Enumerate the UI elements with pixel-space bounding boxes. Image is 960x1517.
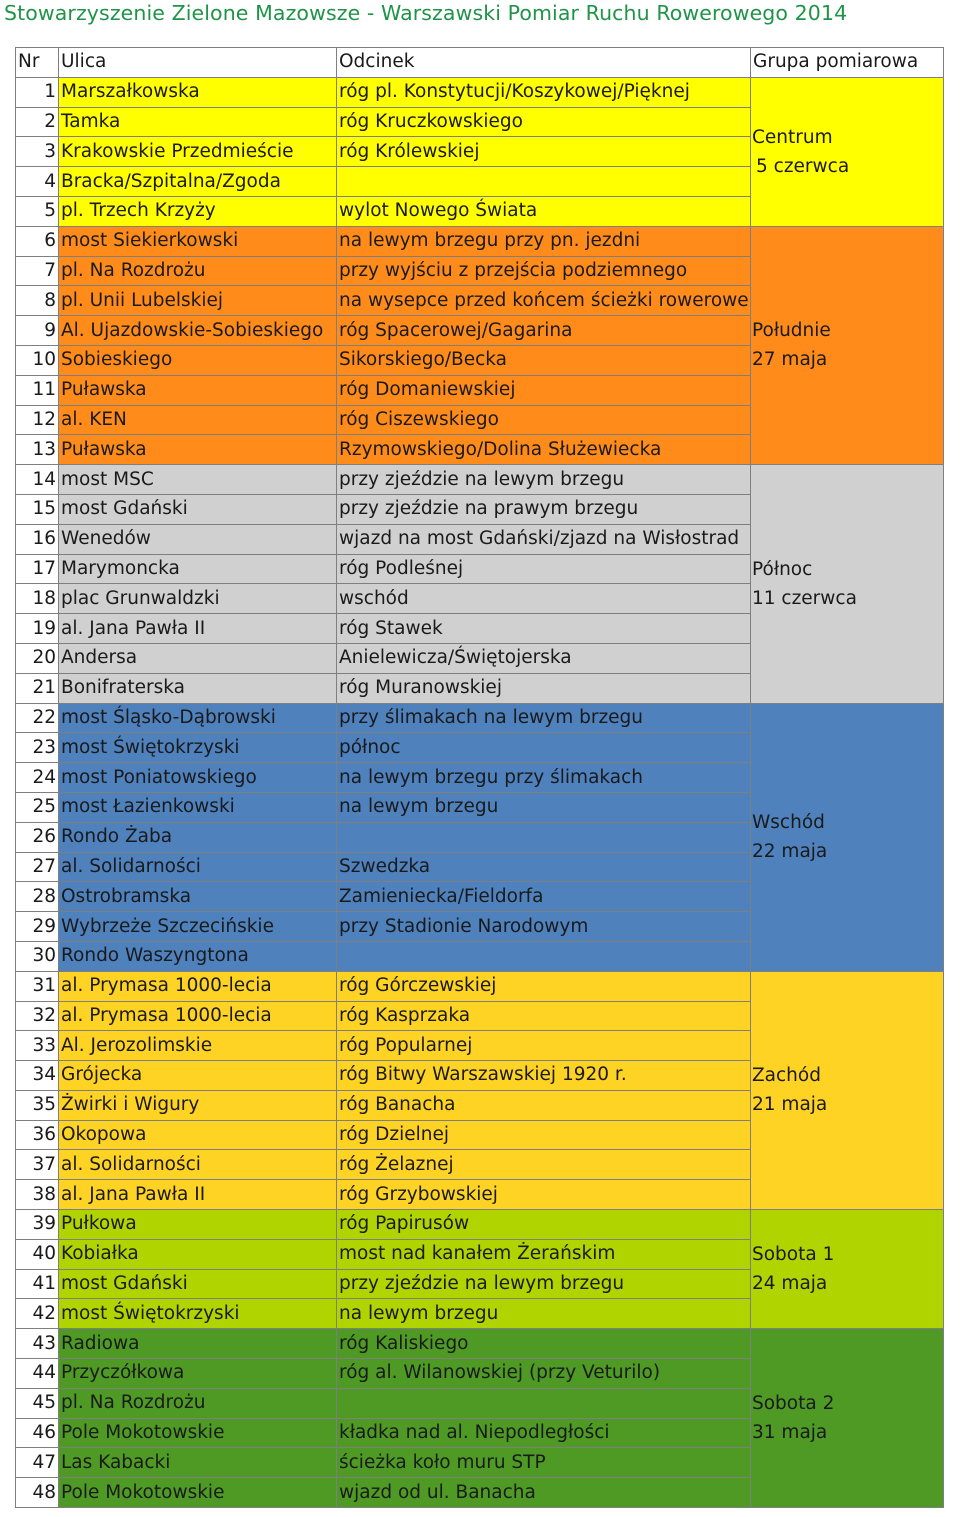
section-cell: róg pl. Konstytucji/Koszykowej/Pięknej [337,77,751,107]
street-cell: Marymoncka [59,554,337,584]
section-cell [337,1388,751,1418]
street-cell: Pole Mokotowskie [59,1418,337,1448]
section-cell: przy ślimakach na lewym brzegu [337,703,751,733]
row-number: 17 [16,554,59,584]
section-cell: Anielewicza/Świętojerska [337,643,751,673]
street-cell: Sobieskiego [59,345,337,375]
section-cell: na lewym brzegu przy ślimakach [337,763,751,793]
section-cell: Sikorskiego/Becka [337,345,751,375]
row-number: 29 [16,912,59,942]
street-cell: Wenedów [59,524,337,554]
section-cell: Zamieniecka/Fieldorfa [337,882,751,912]
section-cell: róg Kaliskiego [337,1329,751,1359]
street-cell: pl. Na Rozdrożu [59,1388,337,1418]
header-odcinek: Odcinek [337,48,751,78]
group-label: Sobota 1 [752,1244,835,1266]
table-row [16,703,944,733]
section-cell: na lewym brzegu [337,1299,751,1329]
street-cell: Okopowa [59,1120,337,1150]
header-nr: Nr [16,48,59,78]
section-cell: róg al. Wilanowskiej (przy Veturilo) [337,1359,751,1389]
section-cell: na lewym brzegu [337,792,751,822]
section-cell: na lewym brzegu przy pn. jezdni [337,226,751,256]
section-cell: róg Popularnej [337,1031,751,1061]
row-number: 34 [16,1061,59,1091]
row-number: 8 [16,286,59,316]
section-cell: most nad kanałem Żerańskim [337,1239,751,1269]
row-number: 19 [16,614,59,644]
street-cell: pl. Na Rozdrożu [59,256,337,286]
street-cell: al. Solidarności [59,1150,337,1180]
table-row [16,1329,944,1359]
street-cell: Krakowskie Przedmieście [59,137,337,167]
street-cell: Wybrzeże Szczecińskie [59,912,337,942]
group-date: 5 czerwca [756,155,850,177]
section-cell: przy zjeździe na lewym brzegu [337,1269,751,1299]
row-number: 44 [16,1359,59,1389]
street-cell: most Świętokrzyski [59,733,337,763]
section-cell: przy zjeździe na lewym brzegu [337,465,751,495]
section-cell: róg Żelaznej [337,1150,751,1180]
row-number: 21 [16,673,59,703]
row-number: 6 [16,226,59,256]
street-cell: most Łazienkowski [59,792,337,822]
row-number: 14 [16,465,59,495]
row-number: 4 [16,167,59,197]
row-number: 31 [16,971,59,1001]
row-number: 43 [16,1329,59,1359]
section-cell: róg Królewskiej [337,137,751,167]
header-grupa: Grupa pomiarowa [751,48,944,78]
street-cell: Marszałkowska [59,77,337,107]
street-cell: Pułkowa [59,1210,337,1240]
section-cell: róg Stawek [337,614,751,644]
street-cell: most Siekierkowski [59,226,337,256]
street-cell: most Gdański [59,494,337,524]
street-cell: Żwirki i Wigury [59,1090,337,1120]
row-number: 2 [16,107,59,137]
group-cell-sobota2 [751,1329,944,1508]
street-cell: most Śląsko-Dąbrowski [59,703,337,733]
section-cell: róg Podleśnej [337,554,751,584]
street-cell: al. Jana Pawła II [59,1180,337,1210]
row-number: 25 [16,792,59,822]
section-cell: Szwedzka [337,852,751,882]
row-number: 1 [16,77,59,107]
section-cell [337,941,751,971]
row-number: 12 [16,405,59,435]
street-cell: Bonifraterska [59,673,337,703]
table-row [16,226,944,256]
street-cell: Bracka/Szpitalna/Zgoda [59,167,337,197]
row-number: 36 [16,1120,59,1150]
row-number: 32 [16,1001,59,1031]
street-cell: pl. Trzech Krzyży [59,196,337,226]
street-cell: most Poniatowskiego [59,763,337,793]
table-row [16,1210,944,1240]
table-header-row [16,48,944,78]
section-cell: róg Kruczkowskiego [337,107,751,137]
group-cell-sobota1 [751,1210,944,1329]
section-cell: kładka nad al. Niepodległości [337,1418,751,1448]
street-cell: Puławska [59,375,337,405]
row-number: 38 [16,1180,59,1210]
table-row [16,465,944,495]
row-number: 18 [16,584,59,614]
street-cell: al. Solidarności [59,852,337,882]
section-cell: róg Dzielnej [337,1120,751,1150]
row-number: 24 [16,763,59,793]
section-cell: róg Papirusów [337,1210,751,1240]
group-date: 31 maja [752,1422,828,1444]
street-cell: plac Grunwaldzki [59,584,337,614]
street-cell: most Świętokrzyski [59,1299,337,1329]
row-number: 9 [16,316,59,346]
row-number: 39 [16,1210,59,1240]
street-cell: al. KEN [59,405,337,435]
street-cell: Las Kabacki [59,1448,337,1478]
group-date: 22 maja [752,841,828,863]
row-number: 42 [16,1299,59,1329]
street-cell: Pole Mokotowskie [59,1478,337,1508]
street-cell: al. Prymasa 1000-lecia [59,1001,337,1031]
section-cell: róg Górczewskiej [337,971,751,1001]
section-cell: róg Bitwy Warszawskiej 1920 r. [337,1061,751,1091]
row-number: 15 [16,494,59,524]
street-cell: most Gdański [59,1269,337,1299]
street-cell: Al. Jerozolimskie [59,1031,337,1061]
street-cell: most MSC [59,465,337,495]
group-date: 21 maja [752,1094,828,1116]
row-number: 27 [16,852,59,882]
street-cell: al. Jana Pawła II [59,614,337,644]
group-label: Sobota 2 [752,1393,835,1415]
row-number: 7 [16,256,59,286]
section-cell: wschód [337,584,751,614]
row-number: 11 [16,375,59,405]
group-date: 27 maja [752,349,828,371]
row-number: 40 [16,1239,59,1269]
row-number: 47 [16,1448,59,1478]
street-cell: Przyczółkowa [59,1359,337,1389]
section-cell: przy Stadionie Narodowym [337,912,751,942]
street-cell: Puławska [59,435,337,465]
section-cell [337,822,751,852]
section-cell: róg Banacha [337,1090,751,1120]
header-ulica: Ulica [59,48,337,78]
group-cell-centrum [751,77,944,226]
street-cell: Ostrobramska [59,882,337,912]
section-cell: róg Ciszewskiego [337,405,751,435]
group-cell-zachod [751,971,944,1209]
measurement-table [15,47,944,1508]
row-number: 10 [16,345,59,375]
street-cell: Tamka [59,107,337,137]
row-number: 13 [16,435,59,465]
section-cell: wjazd na most Gdański/zjazd na Wisłostrad [337,524,751,554]
street-cell: Kobiałka [59,1239,337,1269]
group-cell-poludnie [751,226,944,464]
section-cell: róg Domaniewskiej [337,375,751,405]
group-cell-wschod [751,703,944,971]
section-cell: róg Muranowskiej [337,673,751,703]
row-number: 20 [16,643,59,673]
section-cell: przy wyjściu z przejścia podziemnego [337,256,751,286]
section-cell: na wysepce przed końcem ścieżki rowerowe [337,286,751,316]
row-number: 48 [16,1478,59,1508]
street-cell: Grójecka [59,1061,337,1091]
street-cell: Al. Ujazdowskie-Sobieskiego [59,316,337,346]
section-cell: ścieżka koło muru STP [337,1448,751,1478]
group-label: Południe [752,320,831,342]
row-number: 16 [16,524,59,554]
street-cell: Andersa [59,643,337,673]
row-number: 28 [16,882,59,912]
group-cell-polnoc [751,465,944,703]
street-cell: Radiowa [59,1329,337,1359]
row-number: 46 [16,1418,59,1448]
section-cell: wylot Nowego Świata [337,196,751,226]
section-cell: róg Kasprzaka [337,1001,751,1031]
section-cell: północ [337,733,751,763]
row-number: 45 [16,1388,59,1418]
group-date: 11 czerwca [752,587,857,609]
row-number: 22 [16,703,59,733]
group-label: Zachód [752,1065,821,1087]
street-cell: pl. Unii Lubelskiej [59,286,337,316]
row-number: 3 [16,137,59,167]
table-row [16,77,944,107]
row-number: 41 [16,1269,59,1299]
section-cell: przy zjeździe na prawym brzegu [337,494,751,524]
page-title: Stowarzyszenie Zielone Mazowsze - Warszawski Pomiar Ruchu Rowerowego 2014 [4,1,848,25]
row-number: 35 [16,1090,59,1120]
group-label: Centrum [752,126,833,148]
section-cell: Rzymowskiego/Dolina Służewiecka [337,435,751,465]
section-cell: róg Spacerowej/Gagarina [337,316,751,346]
row-number: 30 [16,941,59,971]
group-label: Wschód [752,812,825,834]
street-cell: Rondo Żaba [59,822,337,852]
table-row [16,971,944,1001]
row-number: 33 [16,1031,59,1061]
row-number: 5 [16,196,59,226]
section-cell: róg Grzybowskiej [337,1180,751,1210]
section-cell: wjazd od ul. Banacha [337,1478,751,1508]
section-cell [337,167,751,197]
row-number: 23 [16,733,59,763]
street-cell: al. Prymasa 1000-lecia [59,971,337,1001]
row-number: 37 [16,1150,59,1180]
row-number: 26 [16,822,59,852]
group-date: 24 maja [752,1273,828,1295]
street-cell: Rondo Waszyngtona [59,941,337,971]
group-label: Północ [752,558,813,580]
